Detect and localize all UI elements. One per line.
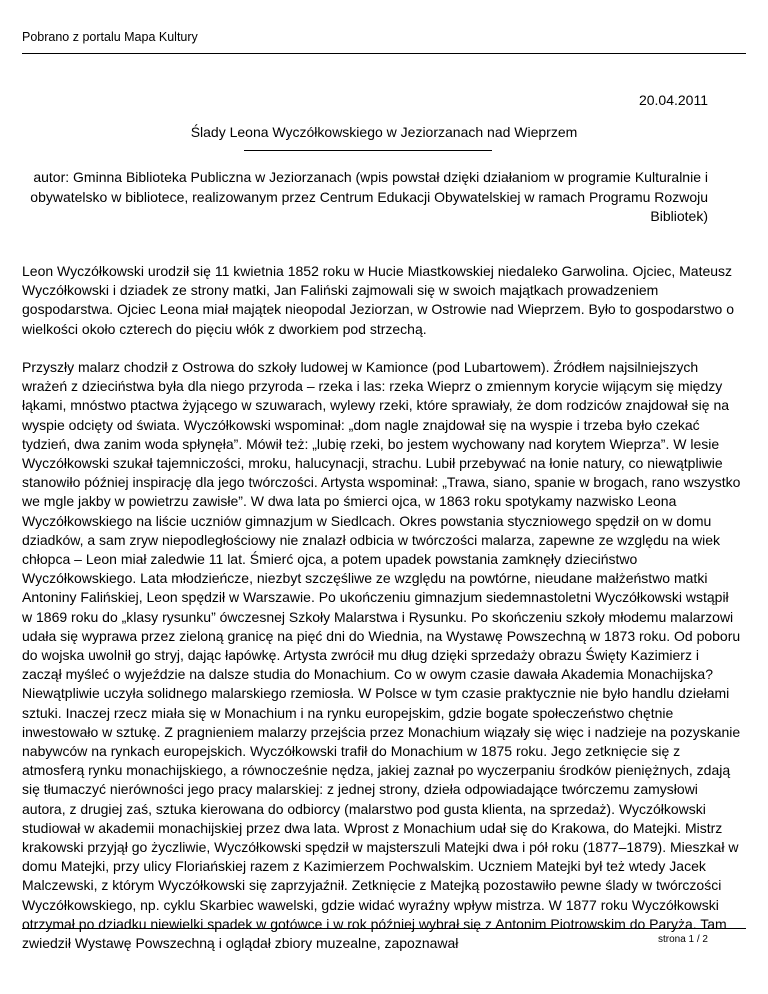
- source-header: Pobrano z portalu Mapa Kultury: [22, 30, 198, 44]
- page-number: strona 1 / 2: [657, 934, 708, 945]
- title-underline: [244, 150, 492, 151]
- author-note: autor: Gminna Biblioteka Publiczna w Jeziorzanach (wpis powstał dzięki działaniom w programie Kulturalnie i obywatelsko w bibliotece, realizowanym przez Centrum Edukacji Obywatelskiej w ramach Programu Rozwoju Bibliotek): [30, 169, 708, 224]
- header-divider: [22, 53, 746, 54]
- paragraph-2: Przyszły malarz chodził z Ostrowa do szkoły ludowej w Kamionce (pod Lubartowem). Źródłem najsilniejszych wrażeń z dzieciństwa była dla niego przyroda – rzeka i las: rzeka Wieprz o zmiennym korycie wijącym się między łąkami, mnóstwo ptactwa żyjącego w szuwarach, wylewy rzeki, które sprawiały, że dom rodziców znajdował się na wyspie odcięty od świata. Wyczółkowski wspominał: „dom nagle znajdował się na wyspie i trzeba było czekać tydzień, dwa zanim woda spłynęła”. Mówił też: „lubię rzeki, bo jestem wychowany nad korytem Wieprza”. W lesie Wyczółkowski szukał tajemniczości, mroku, halucynacji, strachu. Lubił przebywać na łonie natury, co niewątpliwie stanowiło później inspirację dla jego twórczości. Artysta wspominał: „Trawa, siano, spanie w brogach, rano wszystko we mgle jakby w powietrzu zawisłe”. W dwa lata po śmierci ojca, w 1863 roku spotykamy nazwisko Leona Wyczółkowskiego na liście uczniów gimnazjum w Siedlcach. Okres powstania styczniowego spędził on w domu dziadków, a sam zryw niepodległościowy nie znalazł odbicia w twórczości malarza, zapewne ze względu na wiek chłopca – Leon miał zaledwie 11 lat. Śmierć ojca, a potem upadek powstania zamknęły dzieciństwo Wyczółkowskiego. Lata młodzieńcze, niezbyt szczęśliwe ze względu na powtórne, nieudane małżeństwo matki Antoniny Falińskiej, Leon spędził w Warszawie. Po ukończeniu gimnazjum siedemnastoletni Wyczółkowski wstąpił w 1869 roku do „klasy rysunku” ówczesnej Szkoły Malarstwa i Rysunku. Po skończeniu szkoły młodemu malarzowi udała się wyprawa przez zieloną granicę na pięć dni do Wiednia, na Wystawę Powszechną w 1873 roku. Od poboru do wojska uwolnił go stryj, dając łapówkę. Artysta zwrócił mu dług dzięki sprzedaży obrazu Święty Kazimierz i zaczął myśleć o wyjeździe na dalsze studia do Monachium. Co w owym czasie dawała Akademia Monachijska? Niewątpliwie uczyła solidnego malarskiego rzemiosła. W Polsce w tym czasie praktycznie nie było handlu dziełami sztuki. Inaczej rzecz miała się w Monachium i na rynku europejskim, gdzie bogate społeczeństwo chętnie inwestowało w sztukę. Z pragnieniem malarzy przejścia przez Monachium wiązały się więc i nadzieje na pozyskanie nabywców na rynkach europejskich. Wyczółkowski trafił do Monachium w 1875 roku. Jego zetknięcie się z atmosferą rynku monachijskiego, a równocześnie nędza, jakiej zaznał po wyczerpaniu środków pieniężnych, zdają się tłumaczyć nierówności jego pracy malarskiej: z jednej strony, dzieła odpowiadające twórczemu zamysłowi autora, z drugiej zaś, sztuka kierowana do odbiorcy (malarstwo pod gusta klienta, na sprzedaż). Wyczółkowski studiował w akademii monachijskiej przez dwa lata. Wprost z Monachium udał się do Krakowa, do Matejki. Mistrz krakowski przyjął go życzliwie, Wyczółkowski spędził w majsterszuli Matejki dwa i pół roku (1877–1879). Mieszkał w domu Matejki, przy ulicy Floriańskiej razem z Kazimierzem Pochwalskim. Uczniem Matejki był też wtedy Jacek Malczewski, z którym Wyczółkowski się zaprzyjaźnił. Zetknięcie z Matejką pozostawiło pewne ślady w twórczości Wyczółkowskiego, np. cyklu Skarbiec wawelski, gdzie widać wyraźny wpływ mistrza. W 1877 roku Wyczółkowski otrzymał po dziadku niewielki spadek w gotówce i w rok później wybrał się z Antonim Piotrowskim do Paryża. Tam zwiedził Wystawę Powszechną i oglądał zbiory muzealne, zapoznawał: [22, 359, 741, 952]
- document-date: 20.04.2011: [638, 92, 708, 108]
- footer-divider: [22, 928, 746, 929]
- paragraph-1: Leon Wyczółkowski urodził się 11 kwietnia 1852 roku w Hucie Miastkowskiej niedaleko Garwolina. Ojciec, Mateusz Wyczółkowski i dziadek ze strony matki, Jan Faliński zajmowali się w swoich majątkach prowadzeniem gospodarstwa. Ojciec Leona miał majątek nieopodal Jeziorzan, w Ostrowie nad Wieprzem. Było to gospodarstwo o wielkości około czterech do pięciu włók z dworkiem pod strzechą.: [22, 263, 735, 337]
- document-title: Ślady Leona Wyczółkowskiego w Jeziorzanach nad Wieprzem: [190, 124, 578, 140]
